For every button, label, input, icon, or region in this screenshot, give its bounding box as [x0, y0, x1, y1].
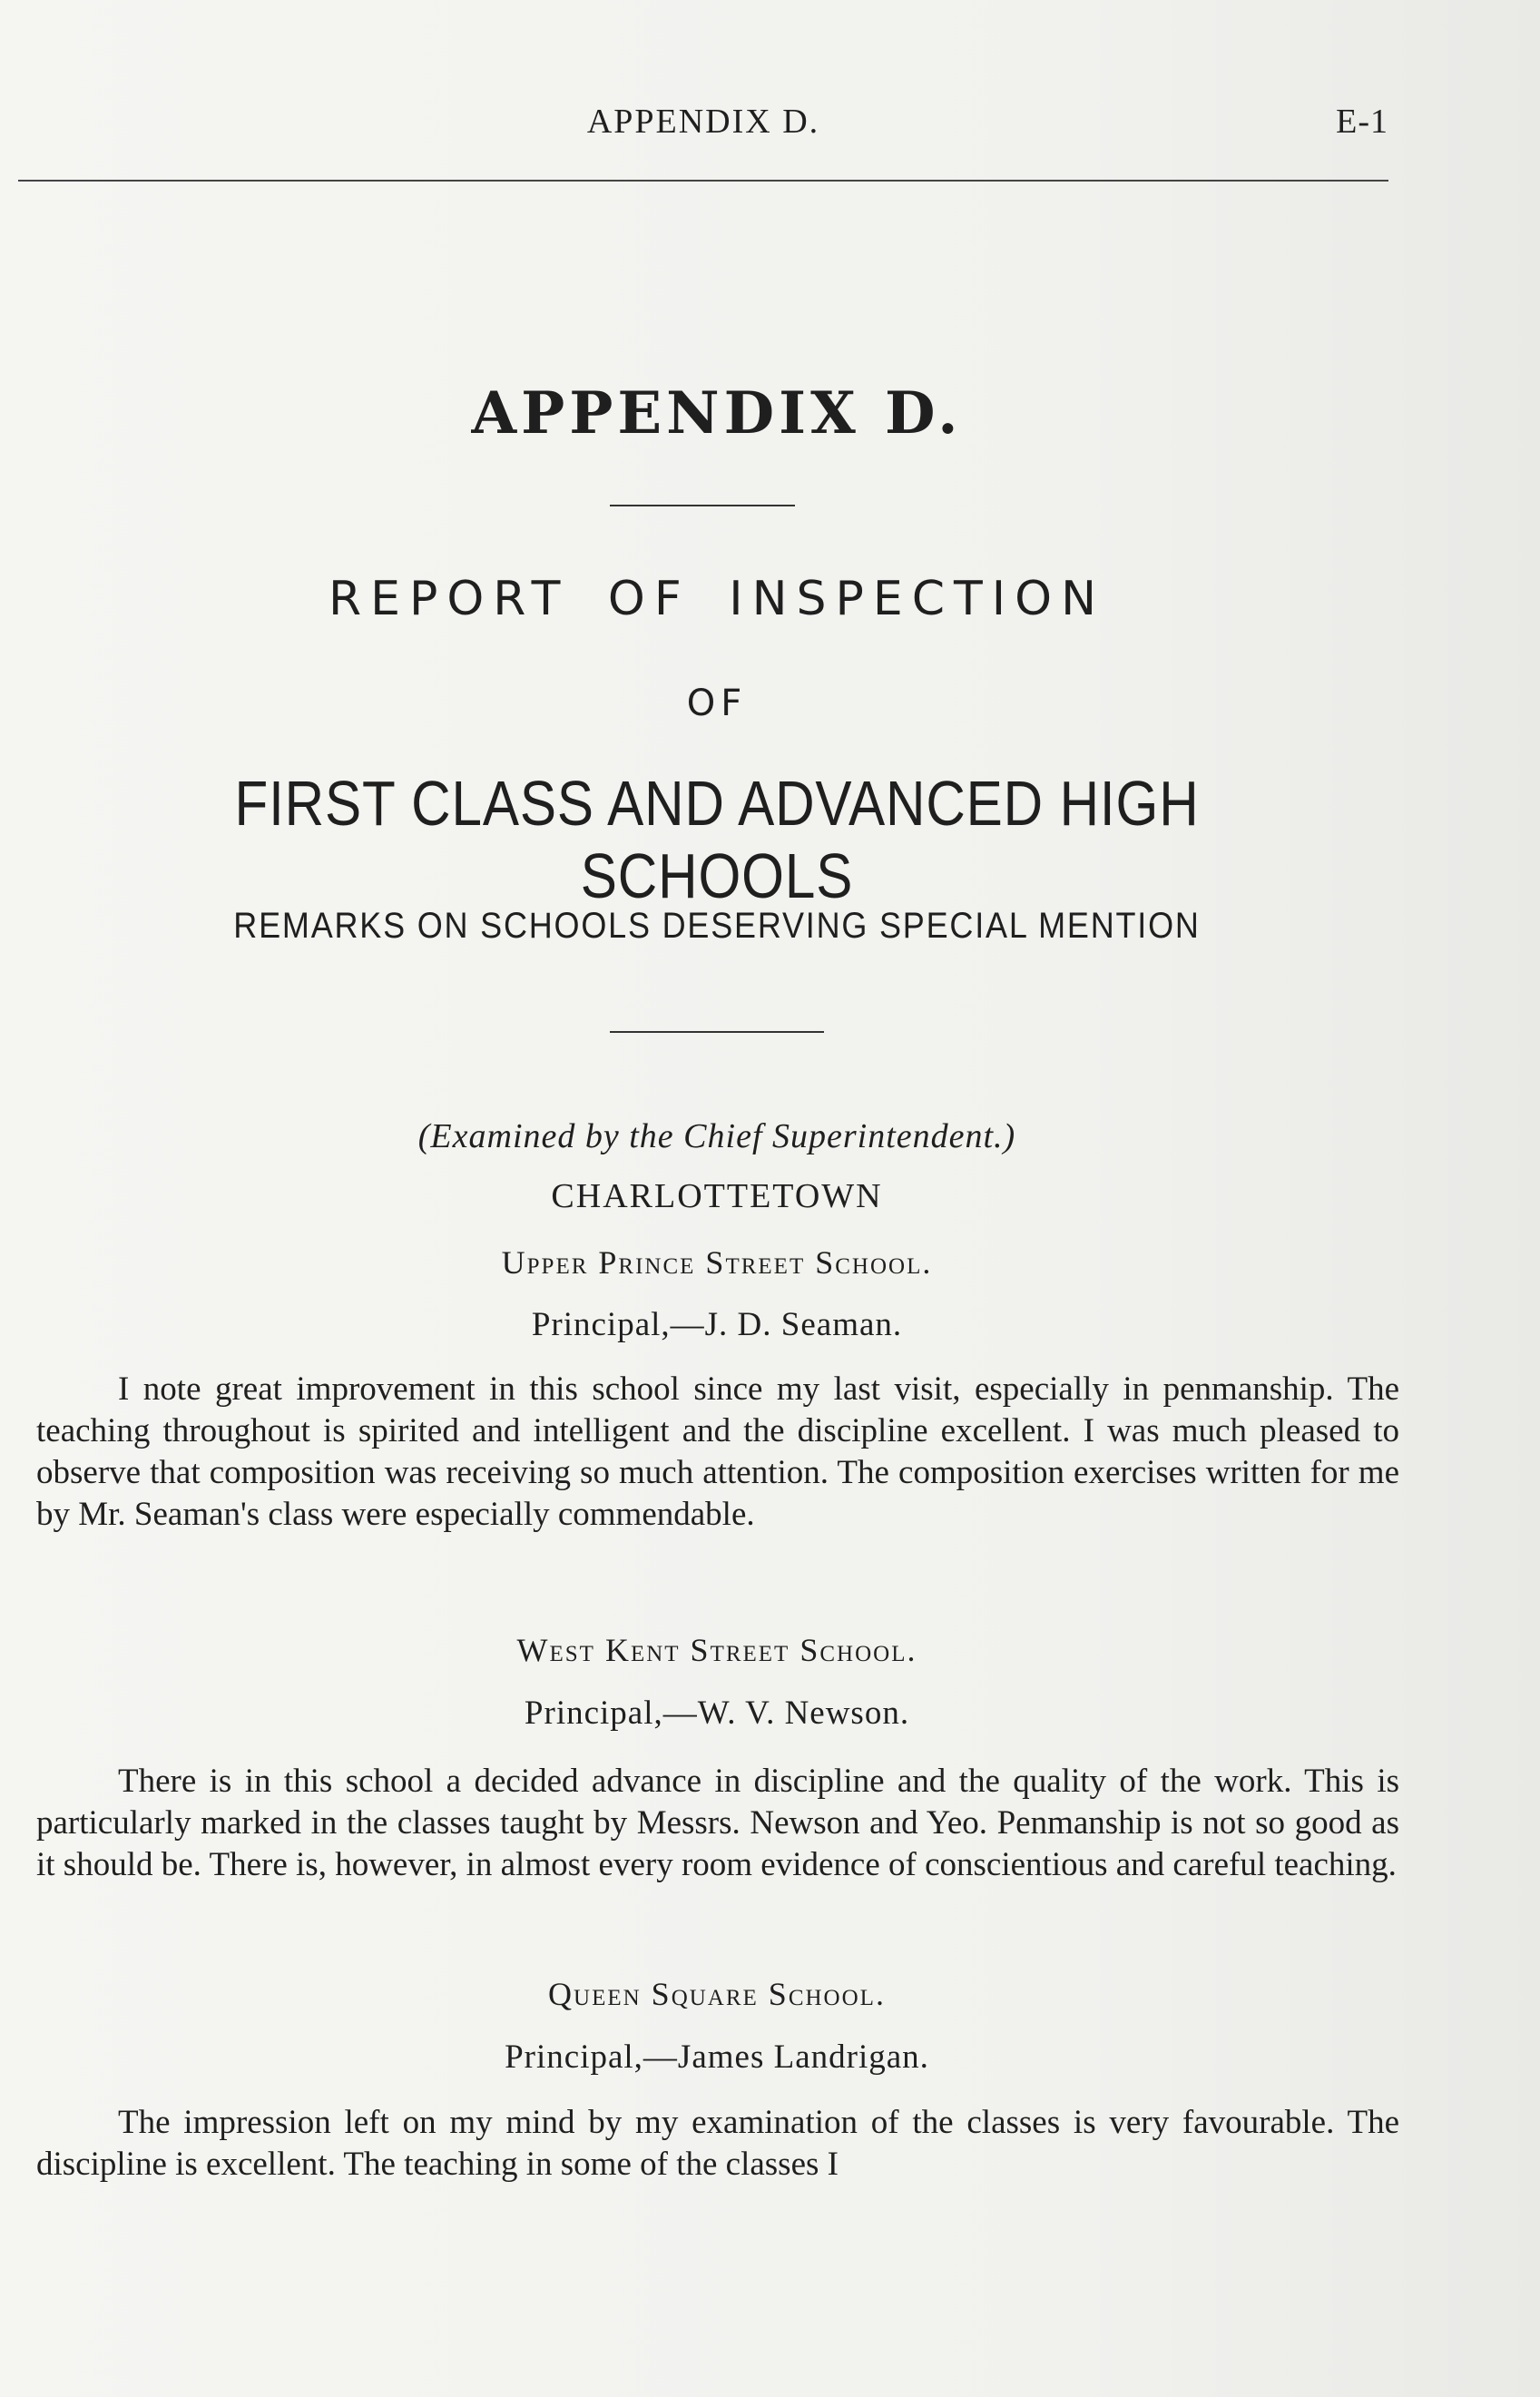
title-divider — [610, 505, 795, 506]
school-remarks: The impression left on my mind by my examination of the classes is very favourable. The discipline is excellent. The teaching in some of the classes I — [36, 2104, 1399, 2183]
examined-by: (Examined by the Chief Superintendent.) — [417, 1117, 1016, 1155]
school-name: Queen Square School. — [548, 1976, 886, 2012]
section-divider — [610, 1031, 824, 1033]
page-number: E-1 — [1336, 103, 1388, 141]
school-principal: Principal,—J. D. Seaman. — [531, 1306, 903, 1343]
remarks-subtitle: REMARKS ON SCHOOLS DESERVING SPECIAL MENTION — [233, 906, 1201, 946]
header-rule — [18, 180, 1388, 182]
school-remarks: I note great improvement in this school since my last visit, especially in penmanship. The teaching throughout is spirited and intelligent and the discipline excellent. I was much pleased to observe that composition was receiving so much attention. The composition exercises written for me by Mr. Seaman's class were especially commendable. — [36, 1370, 1399, 1533]
school-name: Upper Prince Street School. — [501, 1244, 933, 1281]
school-principal: Principal,—James Landrigan. — [505, 2038, 929, 2076]
school-remarks: There is in this school a decided advance in discipline and the quality of the work. This is particularly marked in the classes taught by Messrs. Newson and Yeo. Penmanship is not so good as it should be. There is, however, in almost every room evidence of conscientious and careful teaching. — [36, 1763, 1399, 1883]
school-principal: Principal,—W. V. Newson. — [524, 1695, 910, 1732]
school-name: West Kent Street School. — [516, 1632, 917, 1668]
schools-title: FIRST CLASS AND ADVANCED HIGH SCHOOLS — [234, 768, 1200, 911]
running-header — [18, 102, 1388, 149]
running-title: APPENDIX D. — [586, 103, 820, 141]
city-heading: CHARLOTTETOWN — [551, 1177, 883, 1215]
appendix-title: APPENDIX D. — [471, 379, 963, 447]
report-title: REPORT OF INSPECTION — [329, 572, 1105, 626]
report-of: OF — [686, 683, 748, 724]
